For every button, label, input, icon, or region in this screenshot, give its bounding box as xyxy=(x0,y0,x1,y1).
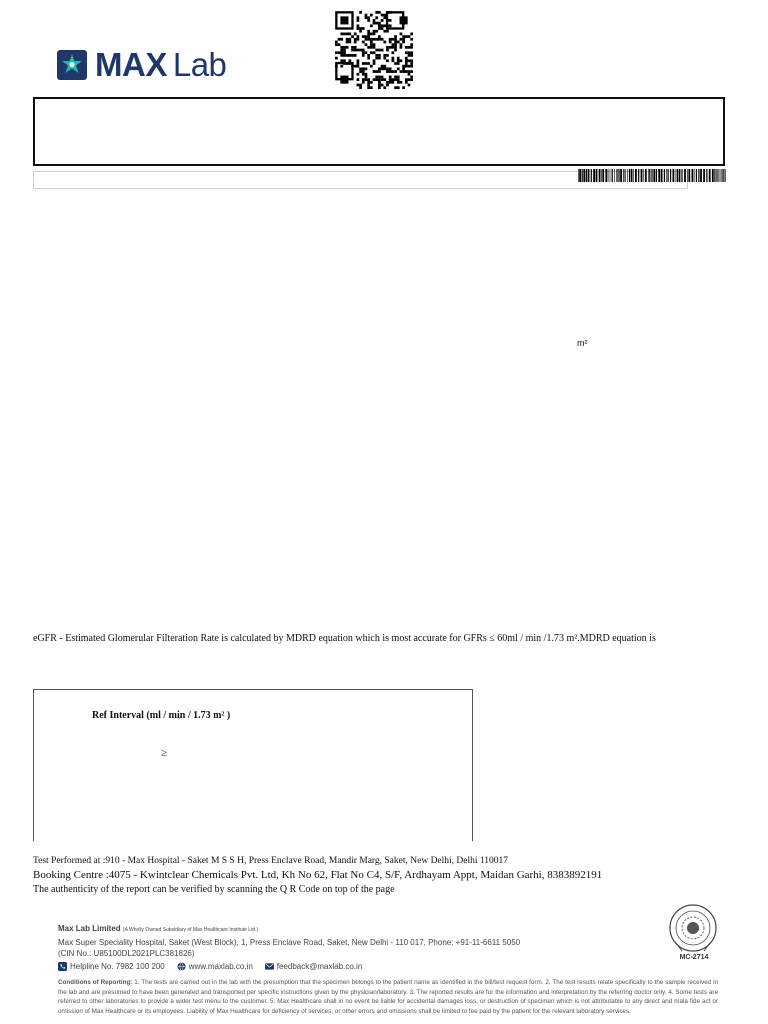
reference-geq-symbol: ≥ xyxy=(161,747,168,759)
booking-centre: Booking Centre :4075 - Kwintclear Chemicals Pvt. Ltd, Kh No 62, Flat No C4, S/F, Ardhayam Appt, Maidan Garhi, 8383892191 xyxy=(33,869,603,881)
mail-icon xyxy=(265,962,274,971)
helpline-contact xyxy=(58,961,165,973)
conditions-label: Conditions of Reporting: xyxy=(58,979,133,986)
star-logo-icon xyxy=(57,50,87,80)
logo-text xyxy=(95,48,226,81)
footer-address-line xyxy=(58,937,718,949)
footer-address: Max Super Speciality Hospital, Saket (West Block), 1, Press Enclave Road, Saket, New Delhi - 110 017, Phone: +91-11-6611 5050 xyxy=(58,937,521,947)
footer-contacts xyxy=(58,961,718,973)
helpline-number: Helpline No. 7982 100 200 xyxy=(70,961,165,971)
test-performed-at: Test Performed at :910 - Max Hospital - Saket M S S H, Press Enclave Road, Mandir Marg, Saket, New Delhi, Delhi 110017 xyxy=(33,856,509,866)
qr-code-icon xyxy=(335,11,413,89)
authenticity-note: The authenticity of the report can be verified by scanning the Q R Code on top of the page xyxy=(33,884,395,895)
egfr-note: eGFR - Estimated Glomerular Filteration Rate is calculated by MDRD equation which is most accurate for GFRs ≤ 60ml / min /1.73 m².MDRD equation is xyxy=(33,633,656,644)
logo-text-max: MAX xyxy=(95,46,167,83)
footer xyxy=(58,923,718,1016)
reference-interval-title: Ref Interval (ml / min / 1.73 m² ) xyxy=(92,710,231,721)
barcode-icon xyxy=(578,169,728,182)
footer-cin: (CIN No.: U85100DL2021PLC381826) xyxy=(58,949,195,958)
email-link[interactable]: feedback@maxlab.co.in xyxy=(276,961,363,971)
conditions-of-reporting xyxy=(58,978,718,1016)
accreditation-seal-icon xyxy=(668,903,718,953)
patient-details-box xyxy=(33,97,725,166)
website-contact[interactable] xyxy=(177,961,253,973)
email-contact[interactable] xyxy=(265,961,363,973)
phone-icon xyxy=(58,962,67,971)
conditions-text: 1. The tests are carried out in the lab with the presumption that the specimen belongs to the patient name as identified in the bill/test request form. 2. The test results relate specifically to the sample received in the lab and are presumed to have been generated and transported per specific instructions given by the physician/laboratory. 3. The reported results are for the information and interpretation by the referring doctor only. 4. Some tests are referred to other laboratories to provide a wider test menu to the customer. 5. Max Healthcare shall in no event be liable for accidental damages loss, or destruction of specimen which is not attributable to any direct and mala fide act or omission of Max Healthcare or its employees. Liability of Max Healthcare for deficiency of services, or other errors and omissions shall be limited to fee paid by the patient for the relevant laboratory services. xyxy=(58,979,719,1015)
globe-icon xyxy=(177,962,186,971)
accreditation-code: MC-2714 xyxy=(679,954,709,961)
footer-company-name: Max Lab Limited xyxy=(58,924,121,933)
logo-text-lab: Lab xyxy=(172,46,227,83)
max-lab-logo xyxy=(57,48,226,81)
unit-label: m² xyxy=(577,338,588,348)
footer-company-line xyxy=(58,923,718,937)
website-link[interactable]: www.maxlab.co.in xyxy=(188,961,253,971)
footer-company-note: (A Wholly Owned Subsidiary of Max Healthcare Institute Ltd.) xyxy=(122,927,259,933)
